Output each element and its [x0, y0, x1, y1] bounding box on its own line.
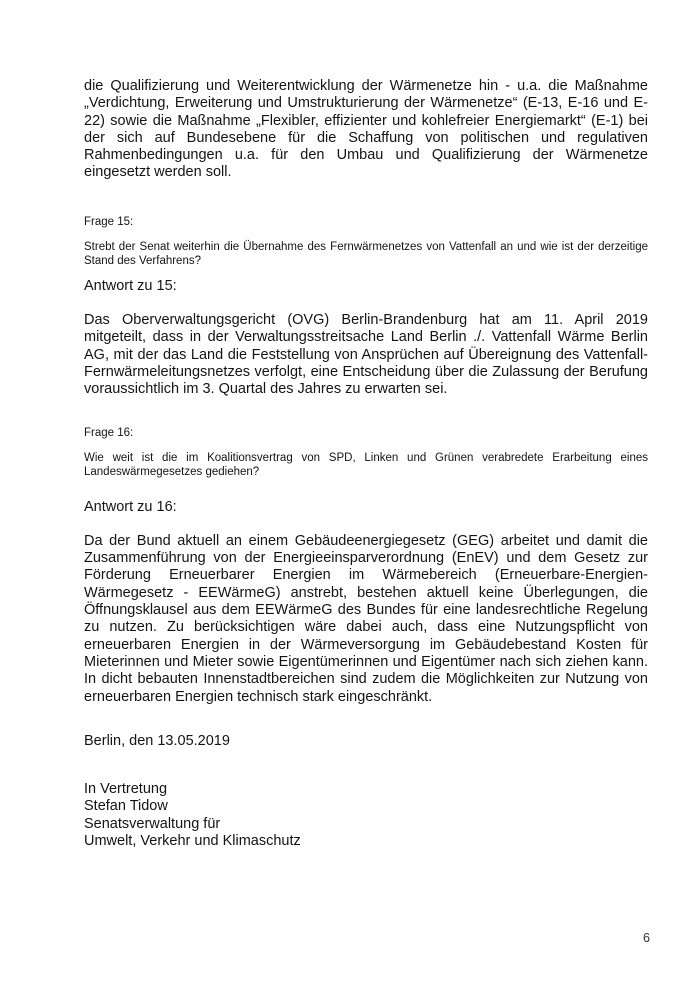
signature-line-name: Stefan Tidow	[84, 798, 168, 815]
signature-block	[84, 781, 648, 850]
signature-line-department-1: Senatsverwaltung für	[84, 815, 221, 832]
answer-15-label: Antwort zu 15:	[84, 277, 177, 294]
signature-line-department-2: Umwelt, Verkehr und Klimaschutz	[84, 833, 301, 850]
date-line: Berlin, den 13.05.2019	[84, 732, 230, 749]
answer-15-text: Das Oberverwaltungsgericht (OVG) Berlin-Brandenburg hat am 11. April 2019 mitgeteilt, dass in der Verwaltungsstreitsache Land Berlin ./. Vattenfall Wärme Berlin AG, mit der das Land die Feststellung von Ansprüchen auf Übereignung des Vattenfall-Fernwärmeleitungsnetzes verfolgt, eine Entscheidung über die Zulassung der Berufung voraussichtlich im 3. Quartal des Jahres zu erwarten sei.	[84, 312, 648, 398]
question-16-text: Wie weit ist die im Koalitionsvertrag von SPD, Linken und Grünen verabredete Erarbeitung eines Landeswärmegesetzes gediehen?	[84, 451, 648, 478]
page-number: 6	[643, 931, 650, 945]
question-15-text: Strebt der Senat weiterhin die Übernahme des Fernwärmenetzes von Vattenfall an und wie ist der derzeitige Stand des Verfahrens?	[84, 240, 648, 267]
signature-line-in-vertretung: In Vertretung	[84, 781, 168, 798]
answer-16-label: Antwort zu 16:	[84, 498, 177, 515]
question-15-label: Frage 15:	[84, 215, 134, 228]
question-16-label: Frage 16:	[84, 426, 134, 439]
letter-body	[84, 78, 648, 850]
continuation-paragraph: die Qualifizierung und Weiterentwicklung der Wärmenetze hin - u.a. die Maßnahme „Verdichtung, Erweiterung und Umstrukturierung der Wärmenetze“ (E-13, E-16 und E-22) sowie die Maßnahme „Flexibler, effizienter und kohlefreier Energiemarkt“ (E-1) bei der sich auf Bundesebene für die Schaffung von politischen und regulativen Rahmenbedingungen u.a. für den Umbau und Qualifizierung der Wärmenetze eingesetzt werden soll.	[84, 78, 648, 181]
answer-16-text: Da der Bund aktuell an einem Gebäudeenergiegesetz (GEG) arbeitet und damit die Zusammenführung von der Energieeinsparverordnung (EnEV) und dem Gesetz zur Förderung Erneuerbarer Energien im Wärmebereich (Erneuerbare-Energien-Wärmegesetz - EEWärmeG) anstrebt, bestehen aktuell keine Überlegungen, die Öffnungsklausel aus dem EEWärmeG des Bundes für eine landesrechtliche Regelung zu nutzen. Zu berücksichtigen wäre dabei auch, dass eine Nutzungspflicht von erneuerbaren Energien in der Wärmeversorgung im Gebäudebestand Kosten für Mieterinnen und Mieter sowie Eigentümerinnen und Eigentümer nach sich ziehen kann. In dicht bebauten Innenstadtbereichen sind zudem die Möglichkeiten zur Nutzung von erneuerbaren Energien technisch stark eingeschränkt.	[84, 532, 648, 705]
